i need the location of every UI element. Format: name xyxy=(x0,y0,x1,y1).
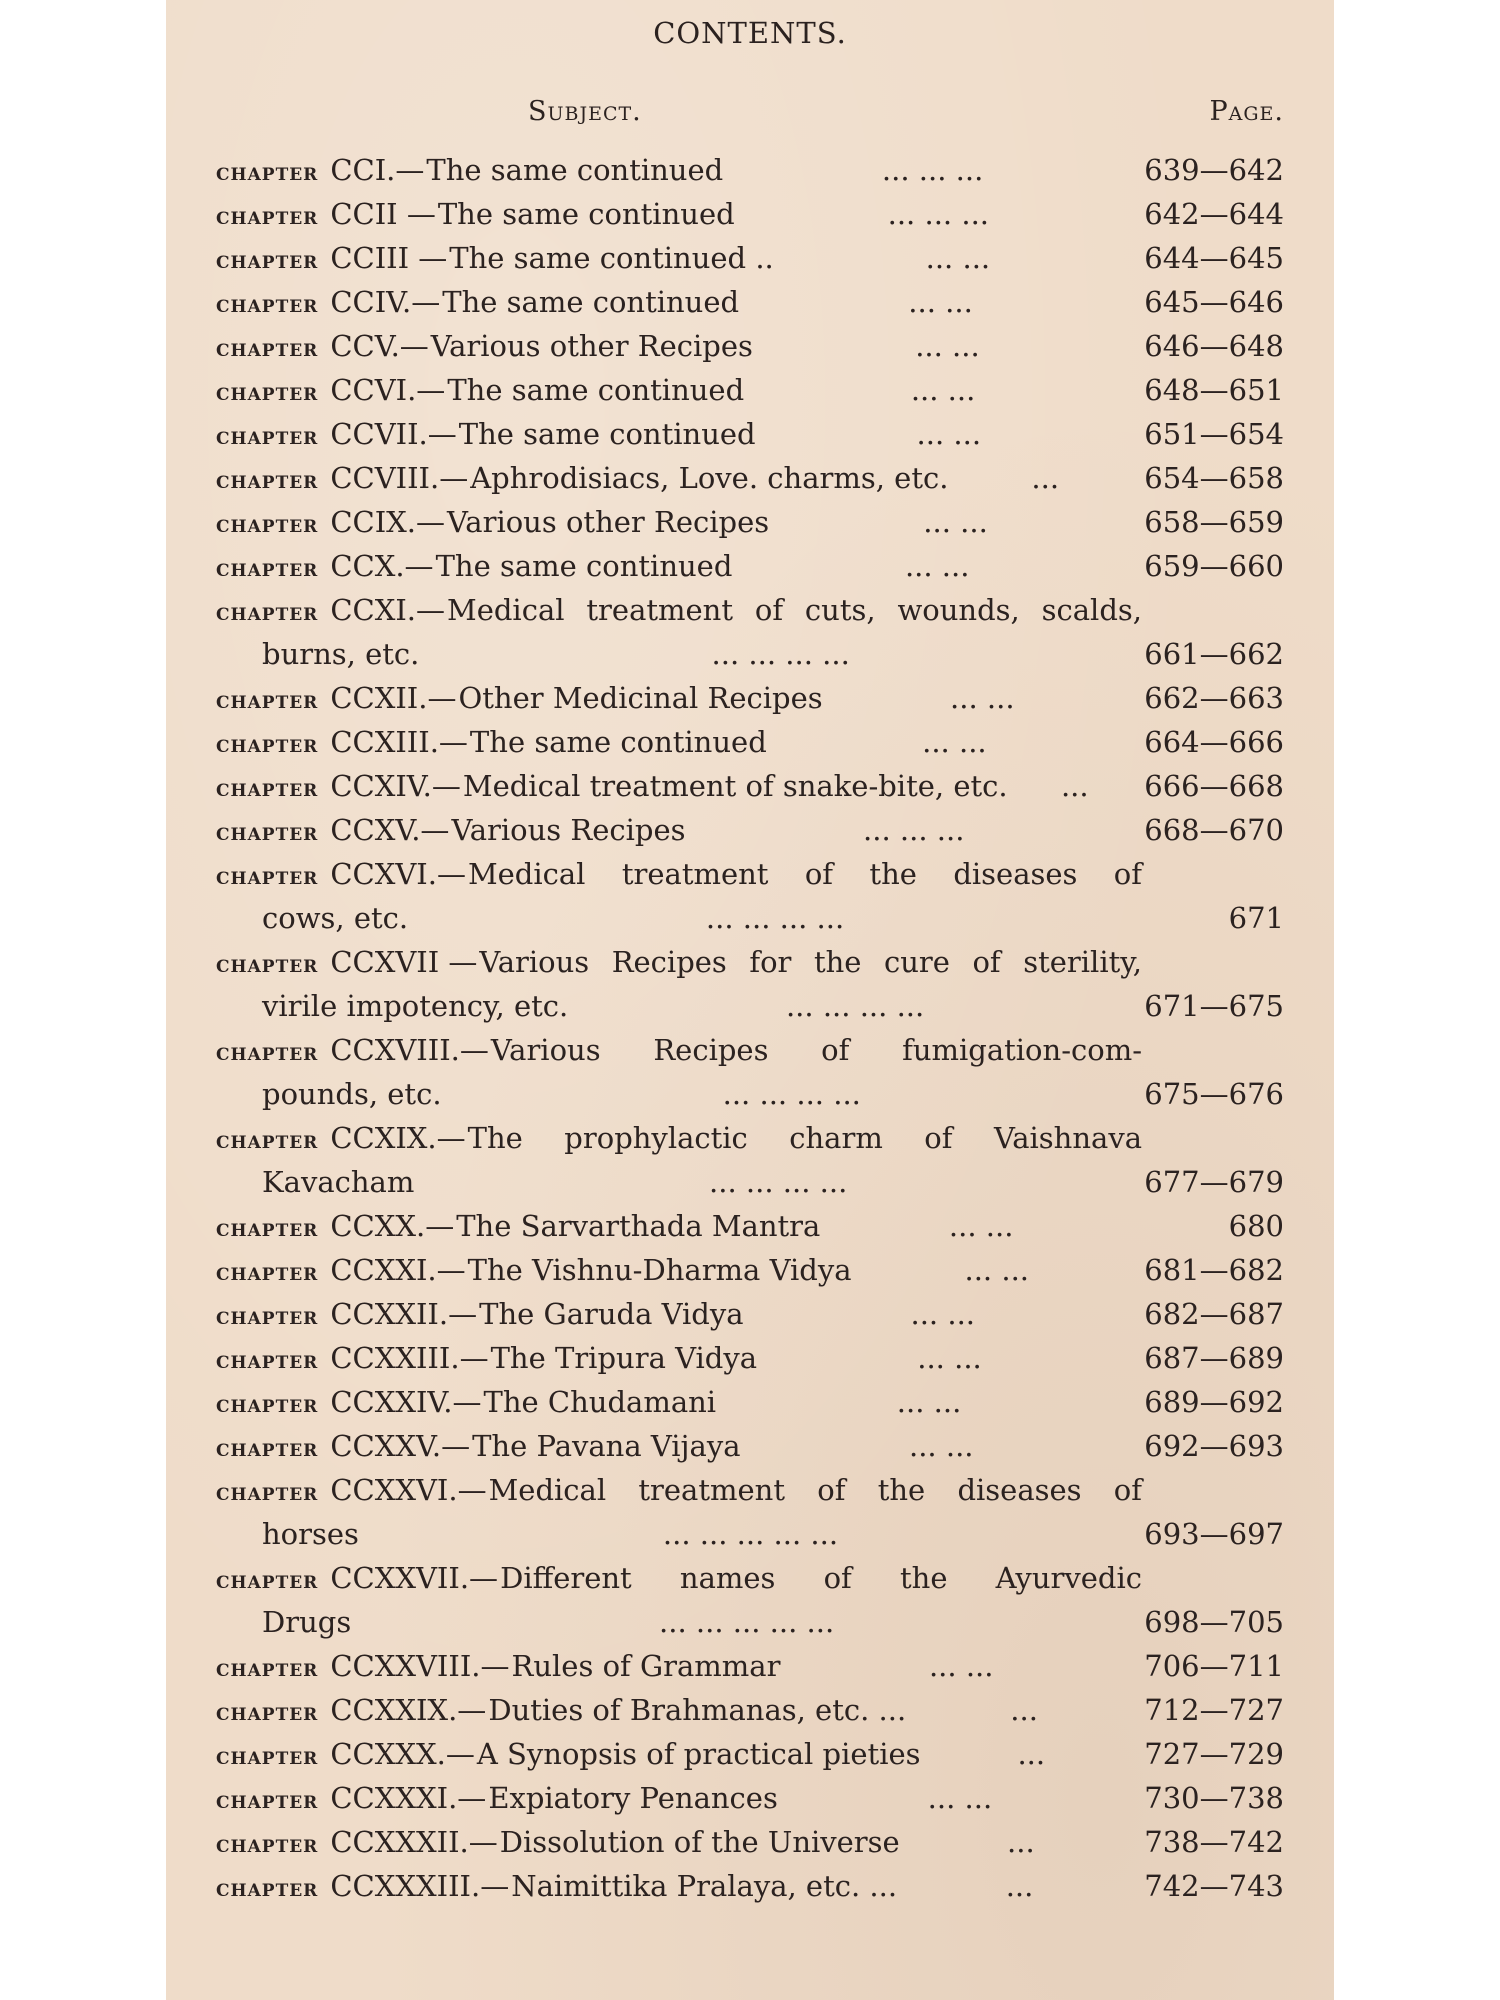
chapter-word: chapter xyxy=(216,729,319,758)
entry-line xyxy=(216,588,1284,632)
entry-line xyxy=(216,1424,1284,1468)
leader-dots: ... ... ... ... xyxy=(709,1165,848,1199)
leader-dots: ... ... xyxy=(964,1253,1030,1287)
chapter-word: chapter xyxy=(216,1697,319,1726)
chapter-word: chapter xyxy=(216,1257,319,1286)
contents-list xyxy=(216,148,1284,1908)
entry-line xyxy=(216,1292,1284,1336)
entry-line xyxy=(216,1336,1284,1380)
contents-entry xyxy=(216,544,1284,588)
contents-entry xyxy=(216,1820,1284,1864)
chapter-word: chapter xyxy=(216,597,319,626)
page-title: CONTENTS. xyxy=(653,16,847,50)
chapter-number: CCXIV.— xyxy=(330,769,461,803)
page-range: 664—666 xyxy=(1144,725,1284,759)
chapter-word: chapter xyxy=(216,157,319,186)
contents-entry xyxy=(216,500,1284,544)
chapter-title-continuation: Drugs xyxy=(262,1605,352,1639)
chapter-word: chapter xyxy=(216,333,319,362)
contents-entry xyxy=(216,456,1284,500)
chapter-word: chapter xyxy=(216,861,319,890)
page-column-header: Page. xyxy=(1209,96,1284,127)
leader-dots: ... ... xyxy=(910,373,976,407)
chapter-word: chapter xyxy=(216,1477,319,1506)
page-range: 662—663 xyxy=(1144,681,1284,715)
entry-line xyxy=(216,368,1284,412)
page-range: 692—693 xyxy=(1144,1429,1284,1463)
chapter-title: The same continued .. xyxy=(449,241,774,275)
leader-dots: ... ... ... ... xyxy=(722,1077,861,1111)
entry-line xyxy=(216,1116,1284,1160)
entry-line xyxy=(216,148,1284,192)
chapter-title: The Tripura Vidya xyxy=(490,1341,758,1375)
entry-continuation-line xyxy=(216,1072,1284,1116)
chapter-number: CCXI.— xyxy=(330,593,446,627)
page-range: 639—642 xyxy=(1144,153,1284,187)
entry-continuation-line xyxy=(216,632,1284,676)
chapter-title-continuation: Kavacham xyxy=(262,1165,415,1199)
chapter-title: Duties of Brahmanas, etc. ... xyxy=(488,1693,907,1727)
chapter-title: Various Recipes of fumigation-com- xyxy=(490,1033,1142,1067)
chapter-word: chapter xyxy=(216,1125,319,1154)
entry-line xyxy=(216,280,1284,324)
page-range: 646—648 xyxy=(1144,329,1284,363)
leader-dots: ... ... xyxy=(925,241,991,275)
chapter-number: CCI.— xyxy=(330,153,425,187)
chapter-title: Various other Recipes xyxy=(430,329,753,363)
chapter-title: Various other Recipes xyxy=(447,505,770,539)
entry-line xyxy=(216,1732,1284,1776)
page-range: 706—711 xyxy=(1144,1649,1284,1683)
leader-dots: ... xyxy=(1031,461,1060,495)
contents-entry xyxy=(216,192,1284,236)
chapter-word: chapter xyxy=(216,1301,319,1330)
chapter-word: chapter xyxy=(216,377,319,406)
chapter-number: CCXVII — xyxy=(330,945,478,979)
entry-line xyxy=(216,1248,1284,1292)
leader-dots: ... ... xyxy=(904,549,970,583)
leader-dots: ... ... ... xyxy=(887,197,990,231)
chapter-title: The Vishnu-Dharma Vidya xyxy=(467,1253,852,1287)
chapter-title: Different names of the Ayurvedic xyxy=(500,1561,1142,1595)
chapter-title: Aphrodisiacs, Love. charms, etc. xyxy=(470,461,949,495)
leader-dots: ... xyxy=(1060,769,1089,803)
chapter-number: CCVII.— xyxy=(330,417,457,451)
contents-entry xyxy=(216,808,1284,852)
chapter-number: CCXX.— xyxy=(330,1209,455,1243)
page-range: 687—689 xyxy=(1144,1341,1284,1375)
chapter-number: CCXII.— xyxy=(330,681,457,715)
page-range: 658—659 xyxy=(1144,505,1284,539)
page-range: 666—668 xyxy=(1144,769,1284,803)
entry-continuation-line xyxy=(216,896,1284,940)
chapter-number: CCXXIV.— xyxy=(330,1385,482,1419)
chapter-number: CCXXII.— xyxy=(330,1297,478,1331)
entry-line xyxy=(216,852,1284,896)
page-range: 689—692 xyxy=(1144,1385,1284,1419)
chapter-title: Medical treatment of the diseases of xyxy=(488,1473,1142,1507)
contents-entry xyxy=(216,1028,1284,1116)
page-range: 742—743 xyxy=(1144,1869,1284,1903)
chapter-number: CCXXI.— xyxy=(330,1253,466,1287)
leader-dots: ... ... xyxy=(916,417,982,451)
page-range: 698—705 xyxy=(1144,1605,1284,1639)
page-range: 671 xyxy=(1228,901,1284,935)
page-range: 680 xyxy=(1228,1209,1284,1243)
leader-dots: ... ... xyxy=(928,1649,994,1683)
leader-dots: ... ... xyxy=(922,725,987,759)
entry-continuation-line xyxy=(216,1600,1284,1644)
chapter-word: chapter xyxy=(216,421,319,450)
chapter-word: chapter xyxy=(216,245,319,274)
contents-entry xyxy=(216,324,1284,368)
leader-dots: ... ... ... ... xyxy=(705,901,845,935)
chapter-title: The prophylactic charm of Vaishnava xyxy=(467,1121,1142,1155)
chapter-word: chapter xyxy=(216,817,319,846)
leader-dots: ... ... ... ... ... xyxy=(659,1605,835,1639)
chapter-word: chapter xyxy=(216,773,319,802)
contents-entry xyxy=(216,764,1284,808)
entry-line xyxy=(216,456,1284,500)
contents-entry xyxy=(216,1248,1284,1292)
chapter-number: CCX.— xyxy=(330,549,434,583)
contents-entry xyxy=(216,1292,1284,1336)
chapter-number: CCXIX.— xyxy=(330,1121,466,1155)
leader-dots: ... ... xyxy=(923,505,988,539)
chapter-word: chapter xyxy=(216,1829,319,1858)
entry-line xyxy=(216,1864,1284,1908)
chapter-number: CCXXXI.— xyxy=(330,1781,487,1815)
chapter-title: Other Medicinal Recipes xyxy=(458,681,823,715)
chapter-title-continuation: burns, etc. xyxy=(262,637,420,671)
leader-dots: ... ... xyxy=(896,1385,962,1419)
chapter-title: The Pavana Vijaya xyxy=(472,1429,741,1463)
chapter-word: chapter xyxy=(216,1785,319,1814)
entry-line xyxy=(216,412,1284,456)
chapter-word: chapter xyxy=(216,465,319,494)
page-range: 654—658 xyxy=(1144,461,1284,495)
leader-dots: ... ... xyxy=(917,1341,982,1375)
entry-line xyxy=(216,1776,1284,1820)
chapter-title: The Chudamani xyxy=(483,1385,717,1419)
page-range: 682—687 xyxy=(1144,1297,1284,1331)
leader-dots: ... xyxy=(1005,1869,1034,1903)
chapter-title: The Garuda Vidya xyxy=(479,1297,744,1331)
chapter-title-continuation: virile impotency, etc. xyxy=(262,989,569,1023)
chapter-number: CCII — xyxy=(330,197,436,231)
leader-dots: ... ... ... ... xyxy=(785,989,925,1023)
chapter-number: CCV.— xyxy=(330,329,429,363)
contents-entry xyxy=(216,1732,1284,1776)
chapter-number: CCVIII.— xyxy=(330,461,469,495)
chapter-number: CCIII — xyxy=(330,241,448,275)
chapter-number: CCXXXIII.— xyxy=(330,1869,510,1903)
leader-dots: ... ... ... ... ... xyxy=(662,1517,839,1551)
contents-entry xyxy=(216,148,1284,192)
chapter-title: The same continued xyxy=(435,549,733,583)
contents-entry xyxy=(216,1424,1284,1468)
page-range: 642—644 xyxy=(1144,197,1284,231)
page-range: 645—646 xyxy=(1144,285,1284,319)
entry-line xyxy=(216,1820,1284,1864)
chapter-title-continuation: horses xyxy=(262,1517,359,1551)
chapter-word: chapter xyxy=(216,201,319,230)
chapter-word: chapter xyxy=(216,289,319,318)
chapter-word: chapter xyxy=(216,553,319,582)
chapter-number: CCVI.— xyxy=(330,373,446,407)
chapter-number: CCIV.— xyxy=(330,285,441,319)
chapter-number: CCXXX.— xyxy=(330,1737,475,1771)
chapter-number: CCXVI.— xyxy=(330,857,466,891)
contents-entry xyxy=(216,1468,1284,1556)
contents-entry xyxy=(216,412,1284,456)
chapter-title: The same continued xyxy=(442,285,740,319)
leader-dots: ... ... xyxy=(910,1297,976,1331)
leader-dots: ... ... xyxy=(908,1429,974,1463)
leader-dots: ... xyxy=(1010,1693,1038,1727)
contents-entry xyxy=(216,1556,1284,1644)
contents-entry xyxy=(216,940,1284,1028)
contents-entry xyxy=(216,1116,1284,1204)
entry-line xyxy=(216,544,1284,588)
entry-line xyxy=(216,500,1284,544)
entry-line xyxy=(216,1644,1284,1688)
page-range: 681—682 xyxy=(1144,1253,1284,1287)
page-range: 738—742 xyxy=(1144,1825,1284,1859)
contents-entry xyxy=(216,236,1284,280)
leader-dots: ... ... ... ... xyxy=(711,637,850,671)
chapter-word: chapter xyxy=(216,1873,319,1902)
page-range: 648—651 xyxy=(1144,373,1284,407)
entry-line xyxy=(216,324,1284,368)
chapter-title: Medical treatment of cuts, wounds, scalds, xyxy=(447,593,1142,627)
chapter-title: Medical treatment of the diseases of xyxy=(467,857,1142,891)
leader-dots: ... ... xyxy=(915,329,980,363)
chapter-title: Dissolution of the Universe xyxy=(499,1825,900,1859)
chapter-title: The same continued xyxy=(458,417,756,451)
page-range: 651—654 xyxy=(1144,417,1284,451)
leader-dots: ... ... ... xyxy=(881,153,984,187)
chapter-number: CCXXXII.— xyxy=(330,1825,498,1859)
entry-line xyxy=(216,808,1284,852)
entry-line xyxy=(216,940,1284,984)
chapter-word: chapter xyxy=(216,685,319,714)
page-range: 712—727 xyxy=(1144,1693,1284,1727)
entry-line xyxy=(216,1028,1284,1072)
leader-dots: ... xyxy=(1007,1825,1035,1859)
chapter-title: The Sarvarthada Mantra xyxy=(456,1209,821,1243)
chapter-word: chapter xyxy=(216,1345,319,1374)
chapter-word: chapter xyxy=(216,1213,319,1242)
entry-continuation-line xyxy=(216,1512,1284,1556)
chapter-title-continuation: cows, etc. xyxy=(262,901,409,935)
contents-entry xyxy=(216,720,1284,764)
chapter-word: chapter xyxy=(216,1037,319,1066)
entry-line xyxy=(216,192,1284,236)
chapter-word: chapter xyxy=(216,1389,319,1418)
page-range: 671—675 xyxy=(1144,989,1284,1023)
page-range: 668—670 xyxy=(1144,813,1284,847)
leader-dots: ... xyxy=(1017,1737,1046,1771)
chapter-title: The same continued xyxy=(426,153,724,187)
entry-line xyxy=(216,1556,1284,1600)
leader-dots: ... ... xyxy=(908,285,973,319)
entry-line xyxy=(216,720,1284,764)
contents-entry xyxy=(216,1776,1284,1820)
chapter-number: CCXXV.— xyxy=(330,1429,471,1463)
entry-line xyxy=(216,1688,1284,1732)
chapter-word: chapter xyxy=(216,949,319,978)
leader-dots: ... ... ... xyxy=(863,813,965,847)
chapter-number: CCXV.— xyxy=(330,813,450,847)
book-page xyxy=(166,0,1334,2000)
page-range: 661—662 xyxy=(1144,637,1284,671)
page-range: 644—645 xyxy=(1144,241,1284,275)
entry-line xyxy=(216,1468,1284,1512)
chapter-number: CCIX.— xyxy=(330,505,446,539)
chapter-number: CCXXVII.— xyxy=(330,1561,499,1595)
chapter-title: Naimittika Pralaya, etc. ... xyxy=(511,1869,898,1903)
entry-line xyxy=(216,236,1284,280)
chapter-title: Various Recipes xyxy=(451,813,686,847)
chapter-number: CCXVIII.— xyxy=(330,1033,489,1067)
chapter-number: CCXXIX.— xyxy=(330,1693,487,1727)
chapter-title: Medical treatment of snake-bite, etc. xyxy=(462,769,1008,803)
contents-entry xyxy=(216,1864,1284,1908)
chapter-title: Expiatory Penances xyxy=(488,1781,778,1815)
contents-entry xyxy=(216,676,1284,720)
contents-entry xyxy=(216,1644,1284,1688)
chapter-title-continuation: pounds, etc. xyxy=(262,1077,442,1111)
contents-entry xyxy=(216,852,1284,940)
leader-dots: ... ... xyxy=(927,1781,993,1815)
page-range: 675—676 xyxy=(1144,1077,1284,1111)
leader-dots: ... ... xyxy=(950,681,1015,715)
chapter-title: Rules of Grammar xyxy=(511,1649,781,1683)
leader-dots: ... ... xyxy=(948,1209,1014,1243)
chapter-number: CCXXIII.— xyxy=(330,1341,489,1375)
chapter-word: chapter xyxy=(216,1741,319,1770)
chapter-title: The same continued xyxy=(447,373,745,407)
entry-line xyxy=(216,764,1284,808)
chapter-title: A Synopsis of practical pieties xyxy=(476,1737,921,1771)
chapter-title: The same continued xyxy=(469,725,767,759)
entry-continuation-line xyxy=(216,984,1284,1028)
chapter-word: chapter xyxy=(216,1565,319,1594)
chapter-word: chapter xyxy=(216,1653,319,1682)
subject-column-header: Subject. xyxy=(528,96,642,127)
entry-line xyxy=(216,1380,1284,1424)
entry-line xyxy=(216,676,1284,720)
chapter-title: Various Recipes for the cure of sterility, xyxy=(479,945,1142,979)
contents-entry xyxy=(216,1688,1284,1732)
chapter-number: CCXIII.— xyxy=(330,725,468,759)
chapter-number: CCXXVIII.— xyxy=(330,1649,510,1683)
contents-entry xyxy=(216,588,1284,676)
page-range: 727—729 xyxy=(1144,1737,1284,1771)
chapter-title: The same continued xyxy=(437,197,735,231)
page-range: 677—679 xyxy=(1144,1165,1284,1199)
chapter-word: chapter xyxy=(216,1433,319,1462)
entry-line xyxy=(216,1204,1284,1248)
chapter-number: CCXXVI.— xyxy=(330,1473,487,1507)
contents-entry xyxy=(216,1204,1284,1248)
contents-entry xyxy=(216,1380,1284,1424)
page-range: 693—697 xyxy=(1144,1517,1284,1551)
contents-entry xyxy=(216,280,1284,324)
chapter-word: chapter xyxy=(216,509,319,538)
entry-continuation-line xyxy=(216,1160,1284,1204)
contents-entry xyxy=(216,368,1284,412)
contents-entry xyxy=(216,1336,1284,1380)
page-range: 730—738 xyxy=(1144,1781,1284,1815)
page-range: 659—660 xyxy=(1144,549,1284,583)
